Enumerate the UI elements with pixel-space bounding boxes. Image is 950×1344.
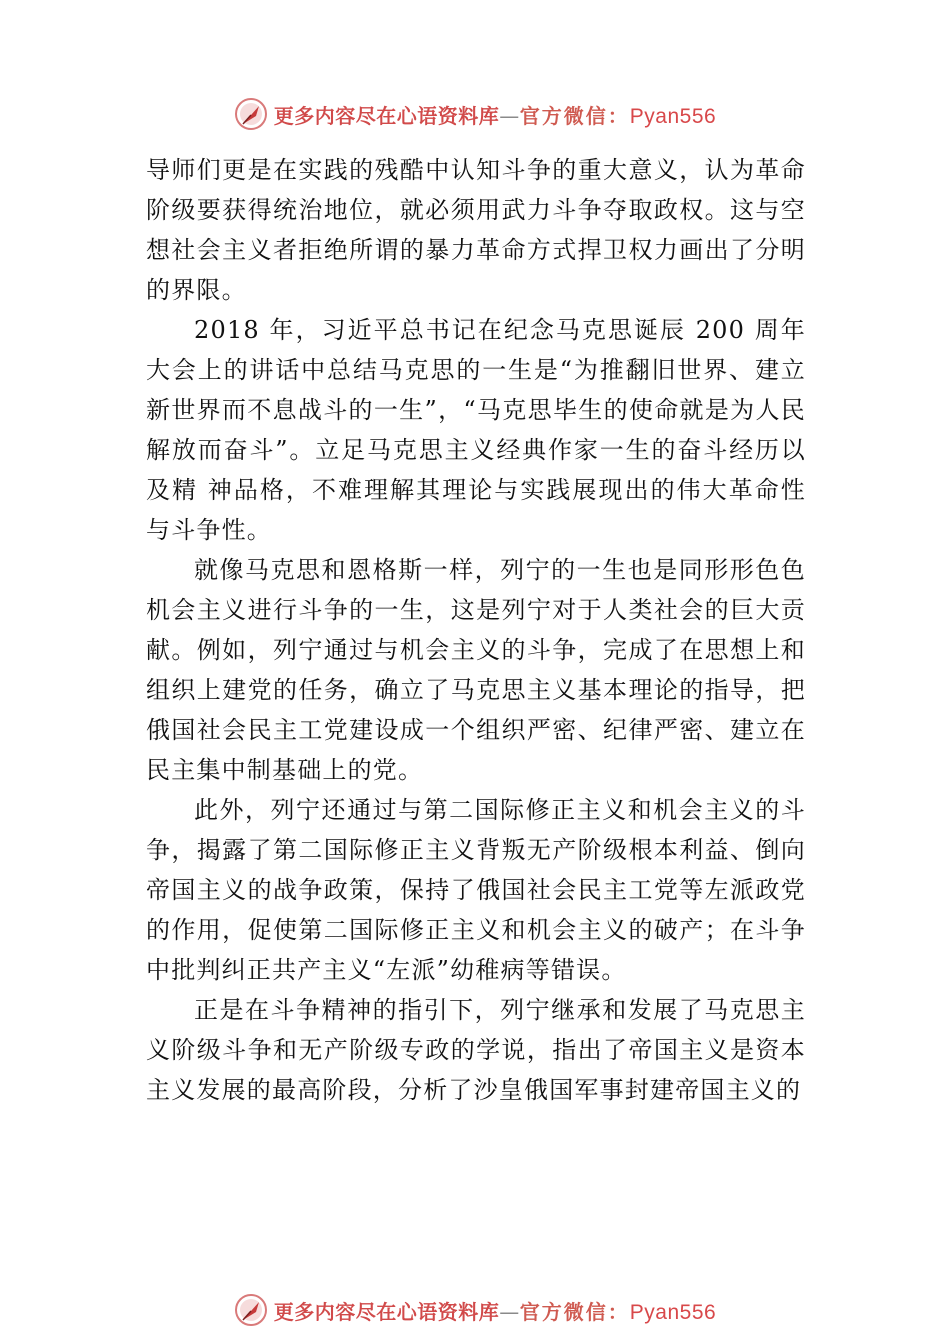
quill-logo-icon [234,1293,268,1327]
footer-wechat-id: Pyan556 [629,1300,717,1324]
paragraph-2: 2018 年，习近平总书记在纪念马克思诞辰 200 周年大会上的讲话中总结马克思的一生是“为推翻旧世界、建立新世界而不息战斗的一生”，“马克思毕生的使命就是为人民解放而奋斗”。立足马克思主义经典作家一生的奋斗经历以及精 神品格，不难理解其理论与实践展现出的伟大革命性与斗争性。 [146,316,806,544]
quill-logo-icon [234,97,268,131]
header-official: 官方微信： [519,103,630,128]
footer-banner [0,1290,950,1330]
header-banner [0,94,950,134]
paragraph-1: 导师们更是在实践的残酷中认知斗争的重大意义，认为革命阶级要获得统治地位，就必须用武力斗争夺取政权。这与空想社会主义者拒绝所谓的暴力革命方式捍卫权力画出了分明的界限。 [146,156,806,304]
header-separator: — [499,103,520,128]
document-body [146,150,806,1110]
footer-separator: — [499,1299,520,1324]
footer-brand: 更多内容尽在心语资料库 [273,1299,500,1324]
header-brand: 更多内容尽在心语资料库 [273,103,500,128]
paragraph-4: 此外，列宁还通过与第二国际修正主义和机会主义的斗争，揭露了第二国际修正主义背叛无产阶级根本利益、倒向帝国主义的战争政策，保持了俄国社会民主工党等左派政党的作用，促使第二国际修正主义和机会主义的破产；在斗争中批判纠正共产主义“左派”幼稚病等错误。 [146,796,806,984]
header-wechat-id: Pyan556 [629,104,717,128]
footer-text [274,1296,716,1325]
paragraph-5: 正是在斗争精神的指引下，列宁继承和发展了马克思主义阶级斗争和无产阶级专政的学说，指出了帝国主义是资本主义发展的最高阶段，分析了沙皇俄国军事封建帝国主义的 [146,996,806,1104]
footer-official: 官方微信： [519,1299,630,1324]
paragraph-3: 就像马克思和恩格斯一样，列宁的一生也是同形形色色机会主义进行斗争的一生，这是列宁对于人类社会的巨大贡献。例如，列宁通过与机会主义的斗争，完成了在思想上和组织上建党的任务，确立了马克思主义基本理论的指导，把俄国社会民主工党建设成一个组织严密、纪律严密、建立在民主集中制基础上的党。 [146,556,806,784]
header-text [274,100,716,129]
